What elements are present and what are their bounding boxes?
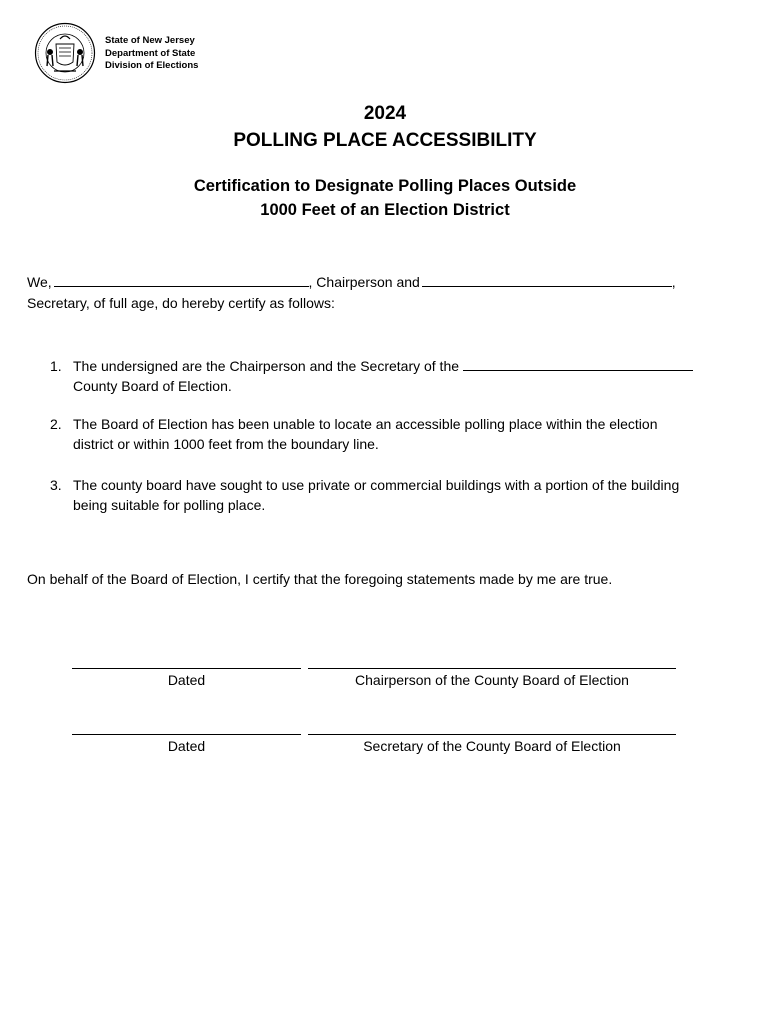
secretary-signature-line[interactable] bbox=[308, 734, 676, 735]
document-year: 2024 bbox=[363, 103, 407, 124]
item-3-line-2: being suitable for polling place. bbox=[73, 497, 266, 513]
item-2-line-1: The Board of Election has been unable to locate an accessible polling place within the election bbox=[73, 416, 658, 432]
agency-state: State of New Jersey bbox=[105, 35, 195, 46]
secretary-signature-label: Secretary of the County Board of Election bbox=[363, 738, 621, 754]
county-name-field[interactable] bbox=[463, 358, 693, 371]
chairperson-signature-line[interactable] bbox=[308, 668, 676, 669]
intro-we: We, bbox=[27, 274, 52, 290]
date-label-1: Dated bbox=[167, 672, 206, 688]
secretary-name-field[interactable] bbox=[422, 274, 672, 287]
item-2-line-2: district or within 1000 feet from the boundary line. bbox=[73, 436, 379, 452]
intro-chairperson-and: , Chairperson and bbox=[308, 274, 420, 290]
chairperson-name-field[interactable] bbox=[54, 274, 309, 287]
item-3-line-1: The county board have sought to use private or commercial buildings with a portion of the building bbox=[73, 477, 680, 493]
state-seal-icon bbox=[34, 22, 96, 84]
agency-header bbox=[105, 35, 198, 73]
intro-comma: , bbox=[671, 274, 676, 290]
item-3 bbox=[73, 475, 679, 515]
document-title: POLLING PLACE ACCESSIBILITY bbox=[233, 130, 537, 151]
item-1-line-1: The undersigned are the Chairperson and the Secretary of the bbox=[73, 358, 460, 374]
item-1-number: 1. bbox=[50, 358, 62, 374]
item-1-line-2: County Board of Election. bbox=[73, 378, 232, 394]
item-3-number: 3. bbox=[50, 477, 62, 493]
date-label-2: Dated bbox=[167, 738, 206, 754]
item-2 bbox=[73, 414, 658, 454]
document-subtitle bbox=[0, 174, 770, 222]
certify-statement: On behalf of the Board of Election, I certify that the foregoing statements made by me are true. bbox=[27, 571, 613, 587]
date-line-1[interactable] bbox=[72, 668, 301, 669]
agency-department: Department of State bbox=[105, 47, 196, 59]
agency-division: Division of Elections bbox=[105, 60, 199, 71]
date-line-2[interactable] bbox=[72, 734, 301, 735]
intro-line-1 bbox=[27, 274, 676, 290]
chairperson-signature-label: Chairperson of the County Board of Election bbox=[355, 672, 629, 688]
item-2-number: 2. bbox=[50, 416, 62, 432]
subtitle-line-1: Certification to Designate Polling Places Outside bbox=[193, 177, 577, 195]
subtitle-line-2: 1000 Feet of an Election District bbox=[260, 201, 510, 219]
item-1 bbox=[73, 356, 693, 396]
intro-line-2: Secretary, of full age, do hereby certify as follows: bbox=[27, 295, 335, 311]
